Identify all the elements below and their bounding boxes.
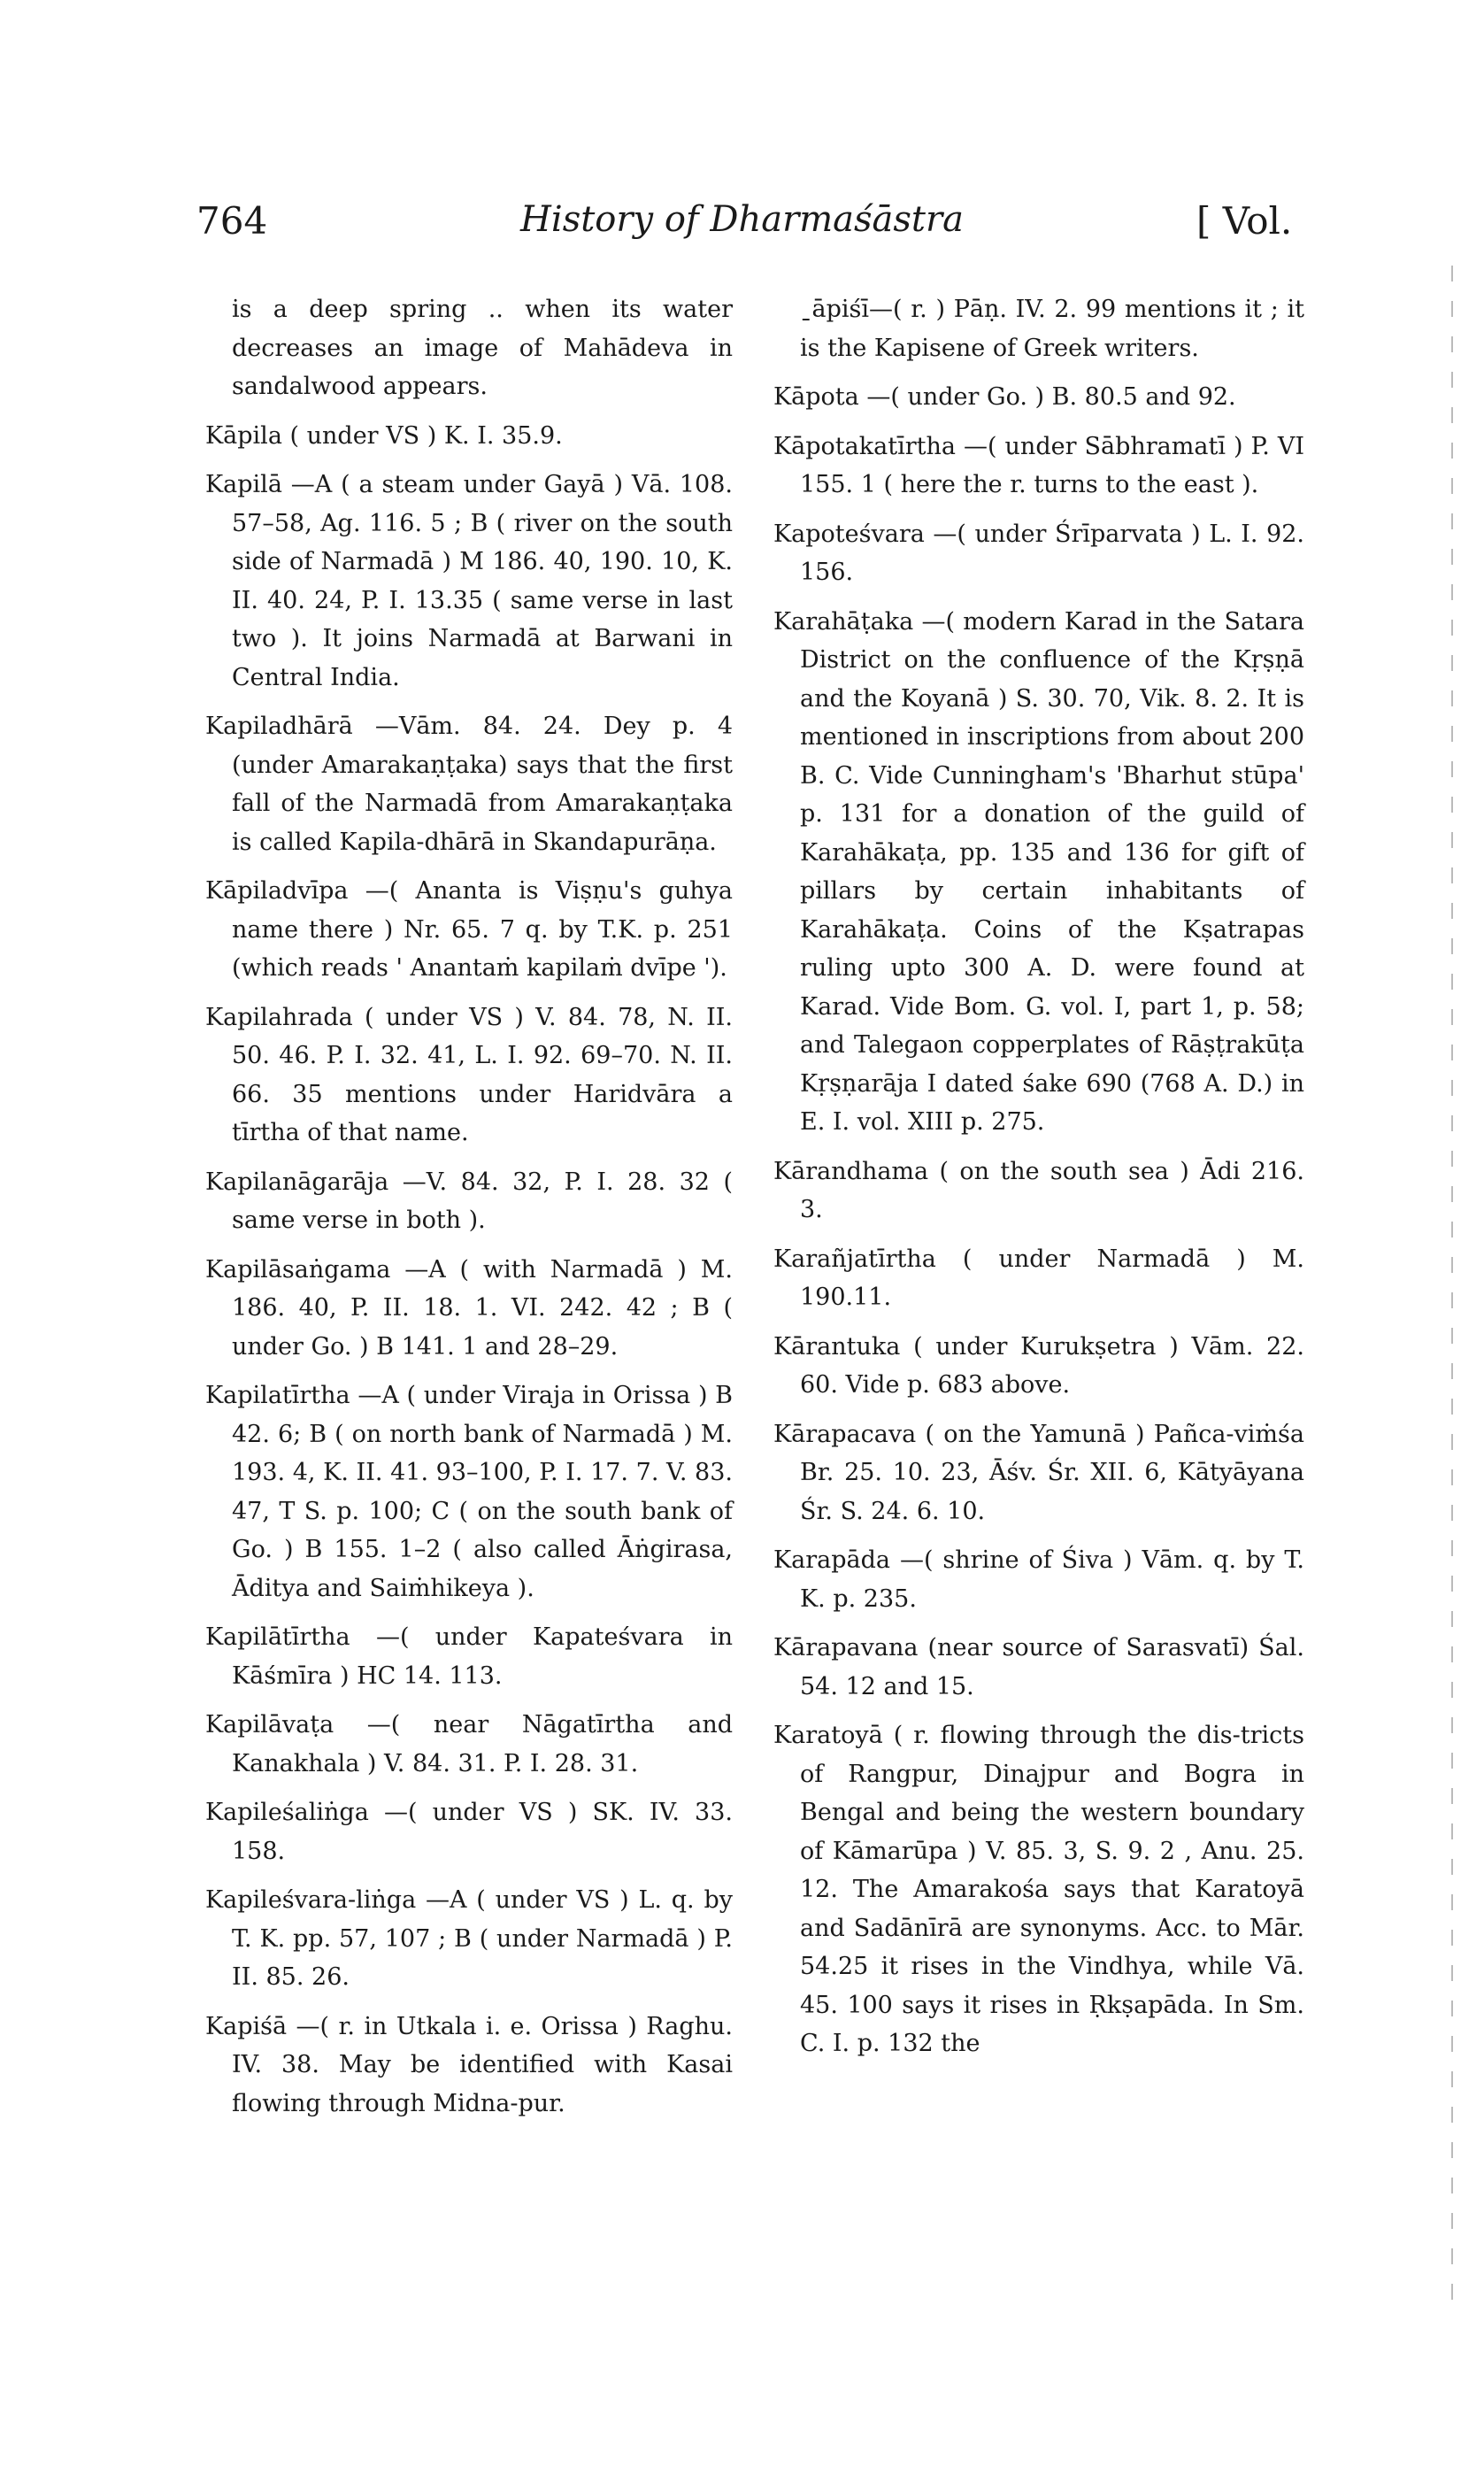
glossary-entry	[205, 1163, 733, 1240]
entry-headword: Kapilatīrtha	[205, 1382, 350, 1409]
glossary-entry	[205, 707, 733, 861]
volume-label: [ Vol.	[1196, 199, 1293, 243]
entry-headword: Kārapacava	[773, 1420, 917, 1448]
glossary-entry	[773, 1415, 1304, 1531]
running-title: History of Dharmaśāstra	[520, 199, 964, 240]
glossary-entry	[773, 378, 1304, 417]
entry-text: ( under Narmadā ) M. 190.11.	[800, 1245, 1304, 1311]
entry-text: —( r. in Utkala i. e. Orissa ) Raghu. IV. 38. May be identified with Kasai flowing through Midna-pur.	[232, 2012, 733, 2117]
glossary-entry	[773, 1328, 1304, 1405]
entry-headword: Karañjatīrtha	[773, 1245, 936, 1273]
entry-text: —( under Śrīparvata ) L. I. 92. 156.	[800, 520, 1304, 586]
entry-headword: Kapilāvaṭa	[205, 1711, 334, 1738]
entry-headword: Karatoyā	[773, 1722, 883, 1749]
entry-headword: Karapāda	[773, 1546, 891, 1574]
entry-headword: Kārandhama	[773, 1157, 929, 1185]
glossary-entry	[205, 1376, 733, 1607]
entry-headword: Kapilanāgarāja	[205, 1168, 389, 1196]
entry-text: ( on the south sea ) Ādi 216. 3.	[800, 1157, 1304, 1223]
glossary-entry	[205, 1793, 733, 1870]
entry-text: ( on the Yamunā ) Pañca-viṁśa Br. 25. 10. 23, Āśv. Śr. XII. 6, Kātyāyana Śr. S. 24. 6. 10.	[800, 1420, 1304, 1525]
entry-text: ( under Kurukṣetra ) Vām. 22. 60. Vide p. 683 above.	[800, 1332, 1304, 1399]
entry-text: —A ( with Narmadā ) M. 186. 40, P. II. 18. 1. VI. 242. 42 ; B ( under Go. ) B 141. 1 and 28–29.	[232, 1255, 733, 1361]
glossary-entry	[773, 1541, 1304, 1618]
glossary-entry	[773, 1153, 1304, 1230]
entry-headword: Kāpota	[773, 383, 859, 411]
glossary-entry	[205, 1706, 733, 1783]
entry-text: —Vām. 84. 24. Dey p. 4 (under Amarakaṇṭaka) says that the first fall of the Narmadā from Amarakaṇṭaka is called Kapila-dhārā in Skandapurāṇa.	[232, 713, 733, 856]
glossary-entry	[205, 872, 733, 988]
glossary-entry	[205, 466, 733, 697]
glossary-entry	[205, 1881, 733, 1997]
glossary-entry	[773, 1629, 1304, 1706]
entry-headword: Kārapavana	[773, 1634, 919, 1661]
entry-text: —A ( under VS ) L. q. by T. K. pp. 57, 107 ; B ( under Narmadā ) P. II. 85. 26.	[232, 1886, 733, 1991]
entry-headword: Kapoteśvara	[773, 520, 925, 548]
glossary-entry	[205, 290, 733, 406]
entry-headword: Kapiladhārā	[205, 713, 353, 740]
entry-text: (near source of Sarasvatī) Śal. 54. 12 and 15.	[800, 1634, 1304, 1700]
entry-text: —( shrine of Śiva ) Vām. q. by T. K. p. 235.	[800, 1546, 1305, 1613]
right-column	[773, 290, 1304, 2074]
entry-text: —A ( a steam under Gayā ) Vā. 108. 57–58, Ag. 116. 5 ; B ( river on the south side of Narmadā ) M 186. 40, 190. 10, K. II. 40. 24, P. I. 13.35 ( same verse in last two ). It joins Narmadā at Barwani in Central India.	[232, 471, 733, 691]
entry-headword: Kapilahrada	[205, 1003, 353, 1031]
glossary-entry	[773, 1240, 1304, 1317]
entry-text: ( under VS ) V. 84. 78, N. II. 50. 46. P. I. 32. 41, L. I. 92. 69–70. N. II. 66. 35 mentions under Haridvāra a tīrtha of that name.	[232, 1003, 733, 1146]
entry-headword: Kāpiladvīpa	[205, 877, 349, 905]
entry-headword: Kapilāsaṅgama	[205, 1255, 391, 1284]
glossary-entry	[773, 428, 1304, 505]
glossary-entry	[773, 603, 1304, 1142]
entry-text: —( Ananta is Viṣṇu's guhya name there ) Nr. 65. 7 q. by T.K. p. 251 (which reads ' Anantaṁ kapilaṁ dvīpe ').	[232, 877, 733, 982]
entry-text: —( under VS ) SK. IV. 33. 158.	[232, 1799, 733, 1865]
entry-text: —( modern Karad in the Satara District on the confluence of the Kṛṣṇā and the Koyanā ) S. 30. 70, Vik. 8. 2. It is mentioned in inscriptions from about 200 B. C. Vide Cunningham's 'Bharhut stūpa' p. 131 for a donation of the guild of Karahākaṭa, pp. 135 and 136 for gift of pillars by certain inhabitants of Karahākaṭa. Coins of the Kṣatrapas ruling upto 300 A. D. were found at Karad. Vide Bom. G. vol. I, part 1, p. 58; and Talegaon copperplates of Rāṣṭrakūṭa Kṛṣṇarāja I dated śake 690 (768 A. D.) in E. I. vol. XIII p. 275.	[800, 607, 1304, 1136]
page-header	[0, 199, 1484, 261]
glossary-entry	[773, 1716, 1304, 2063]
entry-text: ( under VS ) K. I. 35.9.	[289, 421, 563, 450]
entry-headword: Kapilātīrtha	[205, 1623, 350, 1651]
page-edge-shadow	[1451, 266, 1453, 2301]
glossary-entry	[205, 1618, 733, 1695]
entry-headword: Karahāṭaka	[773, 607, 914, 636]
entry-text: —A ( under Viraja in Orissa ) B 42. 6; B ( on north bank of Narmadā ) M. 193. 4, K. II. 41. 93–100, P. I. 17. 7. V. 83. 47, T S. p. 100; C ( on the south bank of Go. ) B 155. 1–2 ( also called Āṅgirasa, Āditya and Saiṁhikeya ).	[232, 1382, 733, 1602]
glossary-entry	[205, 2008, 733, 2124]
entry-headword: Kāpotakatīrtha	[773, 432, 956, 460]
entry-text: is a deep spring .. when its water decreases an image of Mahādeva in sandalwood appears.	[232, 296, 733, 400]
glossary-entry	[773, 290, 1304, 367]
glossary-entry	[205, 1251, 733, 1367]
glossary-entry	[205, 998, 733, 1153]
entry-text: —( under Go. ) B. 80.5 and 92.	[866, 383, 1236, 411]
page-number: 764	[196, 199, 268, 243]
entry-headword: Kārantuka	[773, 1332, 901, 1361]
entry-headword: Kapiśā	[205, 2012, 288, 2040]
entry-text: —( near Nāgatīrtha and Kanakhala ) V. 84. 31. P. I. 28. 31.	[232, 1711, 733, 1777]
entry-headword: Kapilā	[205, 471, 282, 498]
left-column	[205, 290, 733, 2133]
entry-text: —V. 84. 32, P. I. 28. 32 ( same verse in both ).	[232, 1168, 733, 1234]
entry-text: ( r. flowing through the dis-tricts of Rangpur, Dinajpur and Bogra in Bengal and being the western boundary of Kāmarūpa ) V. 85. 3, S. 9. 2 , Anu. 25. 12. The Amarakośa says that Karatoyā and Sadānīrā are synonyms. Acc. to Mār. 54.25 it rises in the Vindhya, while Vā. 45. 100 says it rises in Ṛkṣapāda. In Sm. C. I. p. 132 the	[800, 1722, 1304, 2057]
entry-headword: Kapileśaliṅga	[205, 1799, 369, 1826]
entry-headword: Kāpila	[205, 421, 282, 450]
entry-text: —( under Sābhramatī ) P. VI 155. 1 ( here the r. turns to the east ).	[800, 432, 1304, 498]
entry-headword: Kapileśvara-liṅga	[205, 1886, 417, 1914]
glossary-entry	[205, 417, 733, 456]
glossary-entry	[773, 515, 1304, 592]
entry-text: —( under Kapateśvara in Kāśmīra ) HC 14. 113.	[232, 1623, 733, 1690]
entry-text: ˍāpiśī—( r. ) Pāṇ. IV. 2. 99 mentions it ; it is the Kapisene of Greek writers.	[800, 296, 1304, 362]
